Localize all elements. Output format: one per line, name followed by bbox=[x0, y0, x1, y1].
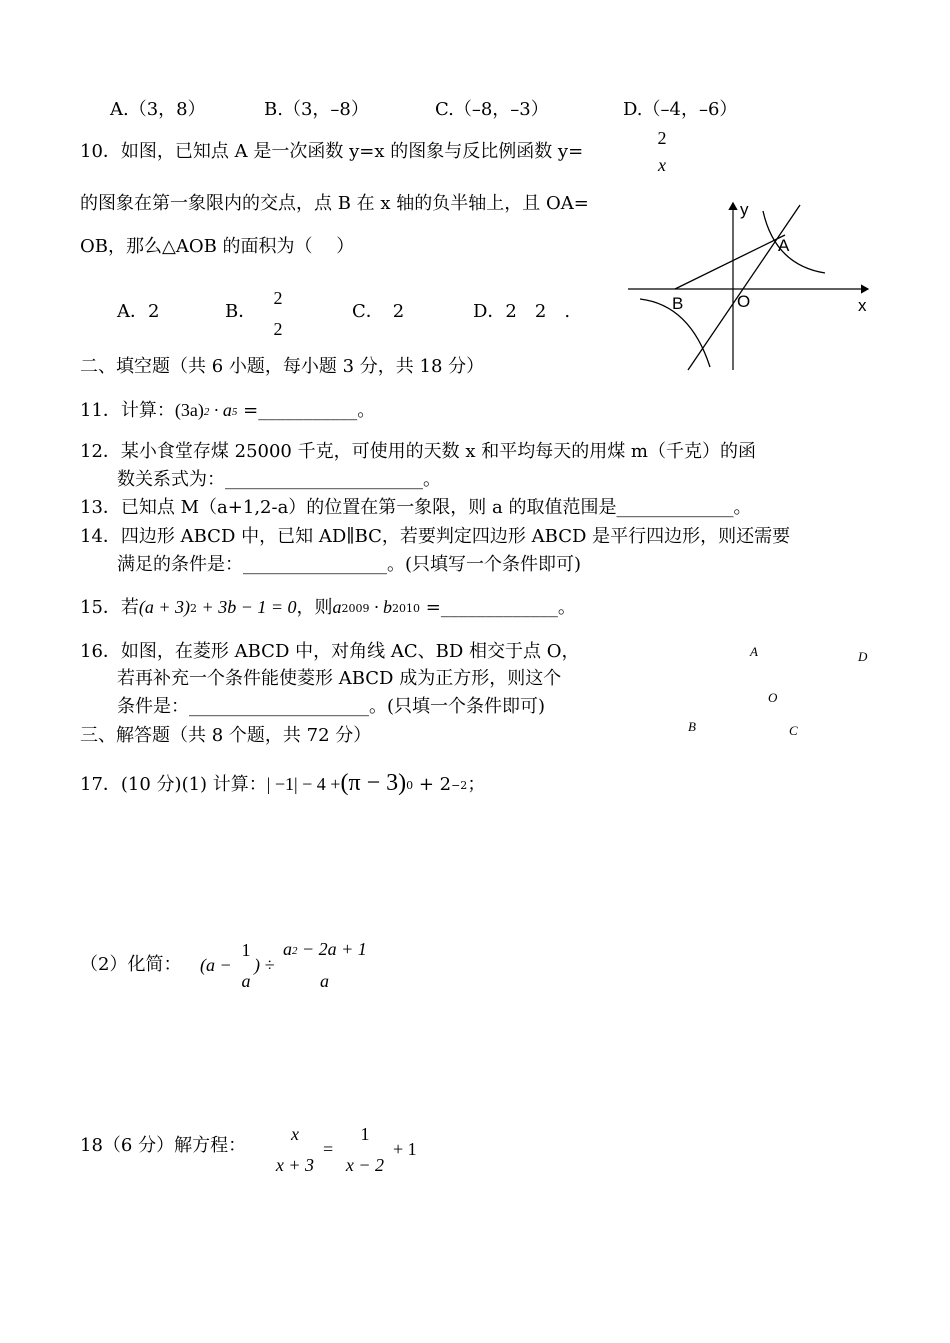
q17-end: ； bbox=[467, 774, 486, 795]
q15-eq: = bbox=[420, 597, 441, 618]
q15-expr2: + 3b − 1 = 0 bbox=[197, 597, 297, 617]
q12-line2 bbox=[117, 471, 441, 489]
q16-end: 。(只填一个条件即可) bbox=[369, 696, 546, 717]
q10-option-c: C． 2 bbox=[352, 301, 405, 322]
q10-line1: 10．如图，已知点 A 是一次函数 y=x 的图象与反比例函数 y= bbox=[80, 141, 584, 162]
q18-num2: 1 bbox=[360, 1124, 370, 1144]
rhombus-label-c: C bbox=[789, 723, 798, 738]
q10-optb-num: 2 bbox=[273, 288, 283, 308]
q16-blank[interactable]: ____________________ bbox=[189, 696, 369, 717]
q17-part2-label: （2）化简： bbox=[80, 954, 182, 975]
q15-exp1: 2 bbox=[190, 602, 198, 615]
q16-line1: 16．如图，在菱形 ABCD 中，对角线 AC、BD 相交于点 O， bbox=[80, 641, 580, 662]
q10-optb-den: 2 bbox=[273, 319, 283, 339]
q15-exp3: 2009 bbox=[341, 602, 370, 615]
q9-option-a: A.（3，8） bbox=[110, 99, 206, 120]
q11-exp2: 5 bbox=[231, 406, 238, 418]
graph-label-a: A bbox=[778, 236, 790, 255]
graph-label-x: x bbox=[858, 296, 867, 315]
q10-function-graph bbox=[620, 195, 880, 375]
q15-end: 。 bbox=[557, 597, 576, 618]
q15-expr1: (a + 3) bbox=[138, 597, 191, 617]
q12-blank[interactable]: ______________________ bbox=[225, 469, 423, 490]
section-2-heading: 二、填空题（共 6 小题，每小题 3 分，共 18 分） bbox=[80, 356, 485, 377]
q12-line1: 12．某小食堂存煤 25000 千克，可使用的天数 x 和平均每天的用煤 m（千克）的函 bbox=[80, 441, 756, 462]
q14-end: 。(只填写一个条件即可) bbox=[387, 554, 582, 575]
q17-prefix: 17．(10 分)(1) 计算： bbox=[80, 774, 267, 795]
q9-option-c: C.（–8，–3） bbox=[435, 99, 549, 120]
q15-blank[interactable]: _____________ bbox=[440, 597, 558, 618]
q17-part2-close: ) ÷ bbox=[254, 955, 275, 975]
section-3-heading: 三、解答题（共 8 个题，共 72 分） bbox=[80, 725, 372, 746]
q13-blank[interactable]: _____________ bbox=[616, 497, 734, 518]
q11-expr-a: (3a) bbox=[174, 400, 204, 420]
q18-eq: = bbox=[323, 1139, 334, 1159]
graph-label-y: y bbox=[740, 200, 749, 219]
q10-frac-num: 2 bbox=[657, 128, 667, 148]
q15-prefix: 15．若 bbox=[80, 597, 139, 618]
q17-plus: + 2 bbox=[413, 774, 452, 795]
rhombus-label-a: A bbox=[750, 644, 758, 659]
q11-eq: = bbox=[237, 400, 259, 421]
graph-label-o: O bbox=[737, 292, 751, 311]
q10-line2: 的图象在第一象限内的交点，点 B 在 x 轴的负半轴上，且 OA= bbox=[80, 193, 589, 214]
q17-paren: (π − 3) bbox=[340, 770, 407, 796]
q17-part2-den2: a bbox=[320, 971, 329, 991]
q17-p2-den1: a bbox=[241, 971, 251, 991]
q16-label: 条件是： bbox=[117, 696, 189, 717]
q17-part2-open: (a − bbox=[200, 955, 232, 975]
q11-end: 。 bbox=[357, 400, 376, 421]
q16-line2: 若再补充一个条件能使菱形 ABCD 成为正方形，则这个 bbox=[117, 668, 562, 689]
q14-blank[interactable]: ________________ bbox=[243, 554, 387, 575]
q17-expr: | −1| − 4 + bbox=[266, 774, 341, 794]
rhombus-label-o: O bbox=[768, 690, 778, 705]
q15-mid: ，则 bbox=[296, 597, 333, 618]
q10-option-b-fraction bbox=[268, 288, 288, 340]
q18-frac1 bbox=[270, 1124, 320, 1176]
q13-end: 。 bbox=[733, 497, 752, 518]
q10-fraction bbox=[652, 128, 672, 176]
q10-option-b-label: B． bbox=[225, 301, 257, 322]
q11-blank[interactable]: ___________ bbox=[258, 400, 358, 421]
rhombus-label-d: D bbox=[858, 649, 868, 664]
q17-part1 bbox=[80, 771, 485, 795]
hyperbola-q1 bbox=[763, 211, 825, 273]
graph-label-b: B bbox=[672, 294, 684, 313]
q17-p2-num2-rest: − 2a + 1 bbox=[297, 939, 367, 959]
q15-expr4: · b bbox=[369, 597, 392, 617]
q17-p2-num2-exp: 2 bbox=[292, 945, 298, 957]
q18-den1: x + 3 bbox=[275, 1155, 315, 1175]
q18-prefix: 18（6 分）解方程： bbox=[80, 1135, 247, 1156]
q18-den2: x − 2 bbox=[345, 1155, 385, 1175]
rhombus-label-b: B bbox=[688, 719, 696, 734]
q9-option-d: D.（–4，–6） bbox=[623, 99, 738, 120]
q11-exp1: 2 bbox=[203, 406, 210, 418]
q15 bbox=[80, 598, 576, 617]
q17-part2-num2 bbox=[283, 940, 367, 958]
q16-line3 bbox=[117, 698, 545, 716]
q11-prefix: 11．计算： bbox=[80, 400, 175, 421]
line-y-eq-x bbox=[688, 205, 800, 370]
q17-p2-num2-a: a bbox=[283, 939, 292, 959]
q13-text: 13．已知点 M（a+1,2-a）的位置在第一象限，则 a 的取值范围是 bbox=[80, 497, 617, 518]
q9-option-b: B.（3，–8） bbox=[264, 99, 369, 120]
q15-exp4: 2010 bbox=[392, 602, 420, 615]
q10-option-a: A．2 bbox=[117, 301, 160, 322]
q11 bbox=[80, 401, 375, 420]
q18-frac2 bbox=[340, 1124, 390, 1176]
segment-ba bbox=[675, 235, 785, 289]
q13 bbox=[80, 499, 751, 517]
q17-part2-frac1 bbox=[238, 940, 254, 992]
q14-line2 bbox=[117, 556, 581, 574]
q18-num1: x bbox=[291, 1124, 299, 1144]
q18-plus: + 1 bbox=[393, 1139, 417, 1159]
q10-option-d: D．2 2 . bbox=[473, 301, 571, 322]
q10-frac-den: x bbox=[658, 155, 666, 175]
q11-dot: · a bbox=[209, 400, 232, 420]
q12-end: 。 bbox=[423, 469, 441, 490]
q17-p2-num1: 1 bbox=[241, 940, 251, 960]
q10-line3: OB，那么△AOB 的面积为（ ） bbox=[80, 236, 355, 257]
q17-expneg: −2 bbox=[451, 779, 468, 792]
q14-line1: 14．四边形 ABCD 中，已知 AD∥BC，若要判定四边形 ABCD 是平行四边形，则还需要 bbox=[80, 526, 791, 547]
q12-label: 数关系式为： bbox=[117, 469, 225, 490]
q14-label: 满足的条件是： bbox=[117, 554, 243, 575]
q15-expr3: a bbox=[332, 597, 342, 617]
q17-exp0: 0 bbox=[406, 779, 414, 792]
